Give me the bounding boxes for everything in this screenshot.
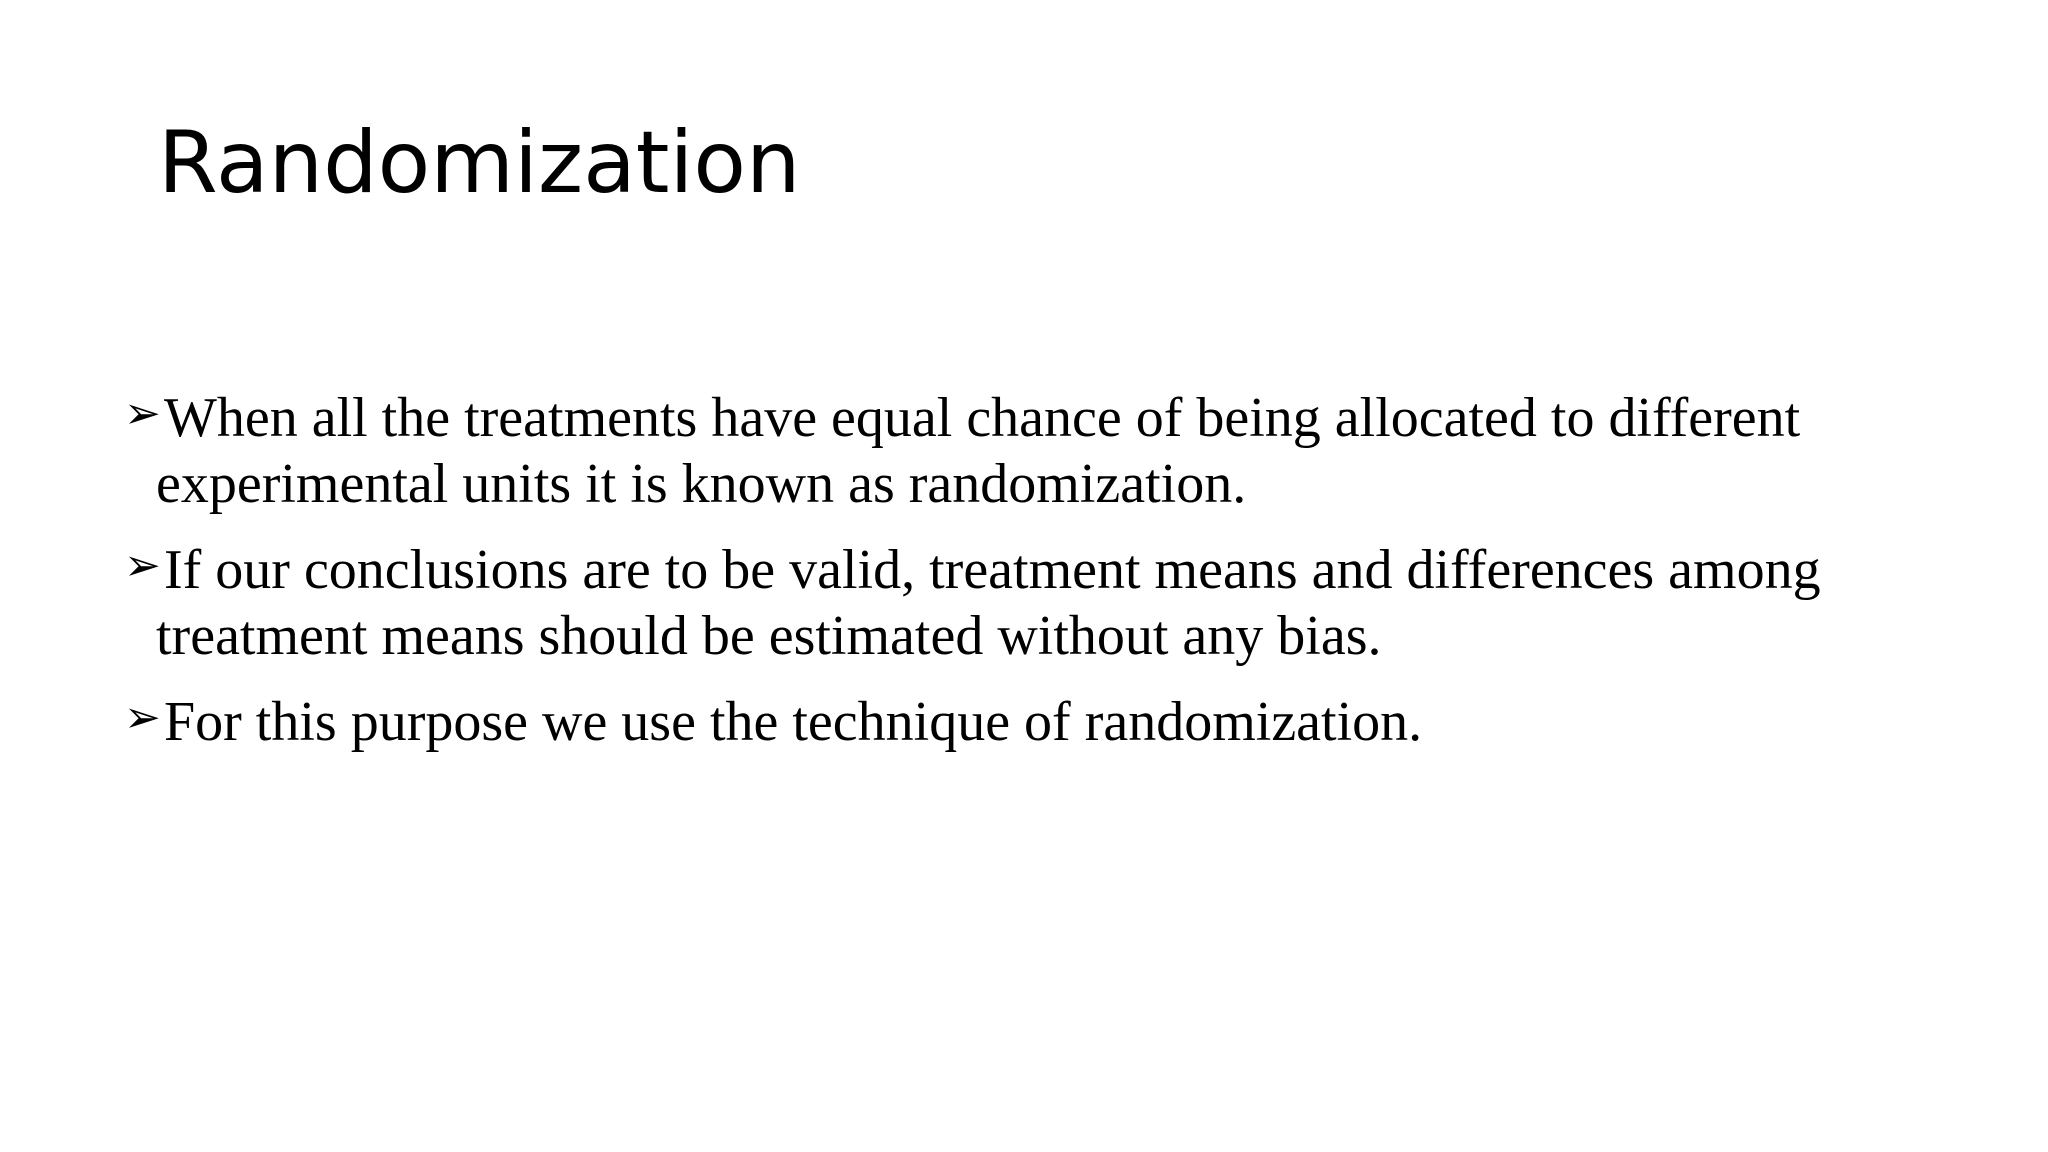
bullet-text: When all the treatments have equal chance of being allocated to different experimental units it is known as randomization.	[156, 387, 1801, 515]
arrowhead-right-icon: ➢	[124, 692, 161, 743]
arrowhead-right-icon: ➢	[124, 388, 161, 439]
bullet-text: If our conclusions are to be valid, treatment means and differences among treatment means should be estimated without any bias.	[156, 539, 1821, 667]
bullet-list	[124, 385, 1944, 775]
bullet-item	[124, 385, 1944, 517]
slide-title: Randomization	[158, 113, 801, 213]
bullet-item	[124, 537, 1944, 669]
arrowhead-right-icon: ➢	[124, 540, 161, 591]
bullet-text: For this purpose we use the technique of randomization.	[164, 691, 1423, 753]
bullet-item	[124, 689, 1944, 755]
